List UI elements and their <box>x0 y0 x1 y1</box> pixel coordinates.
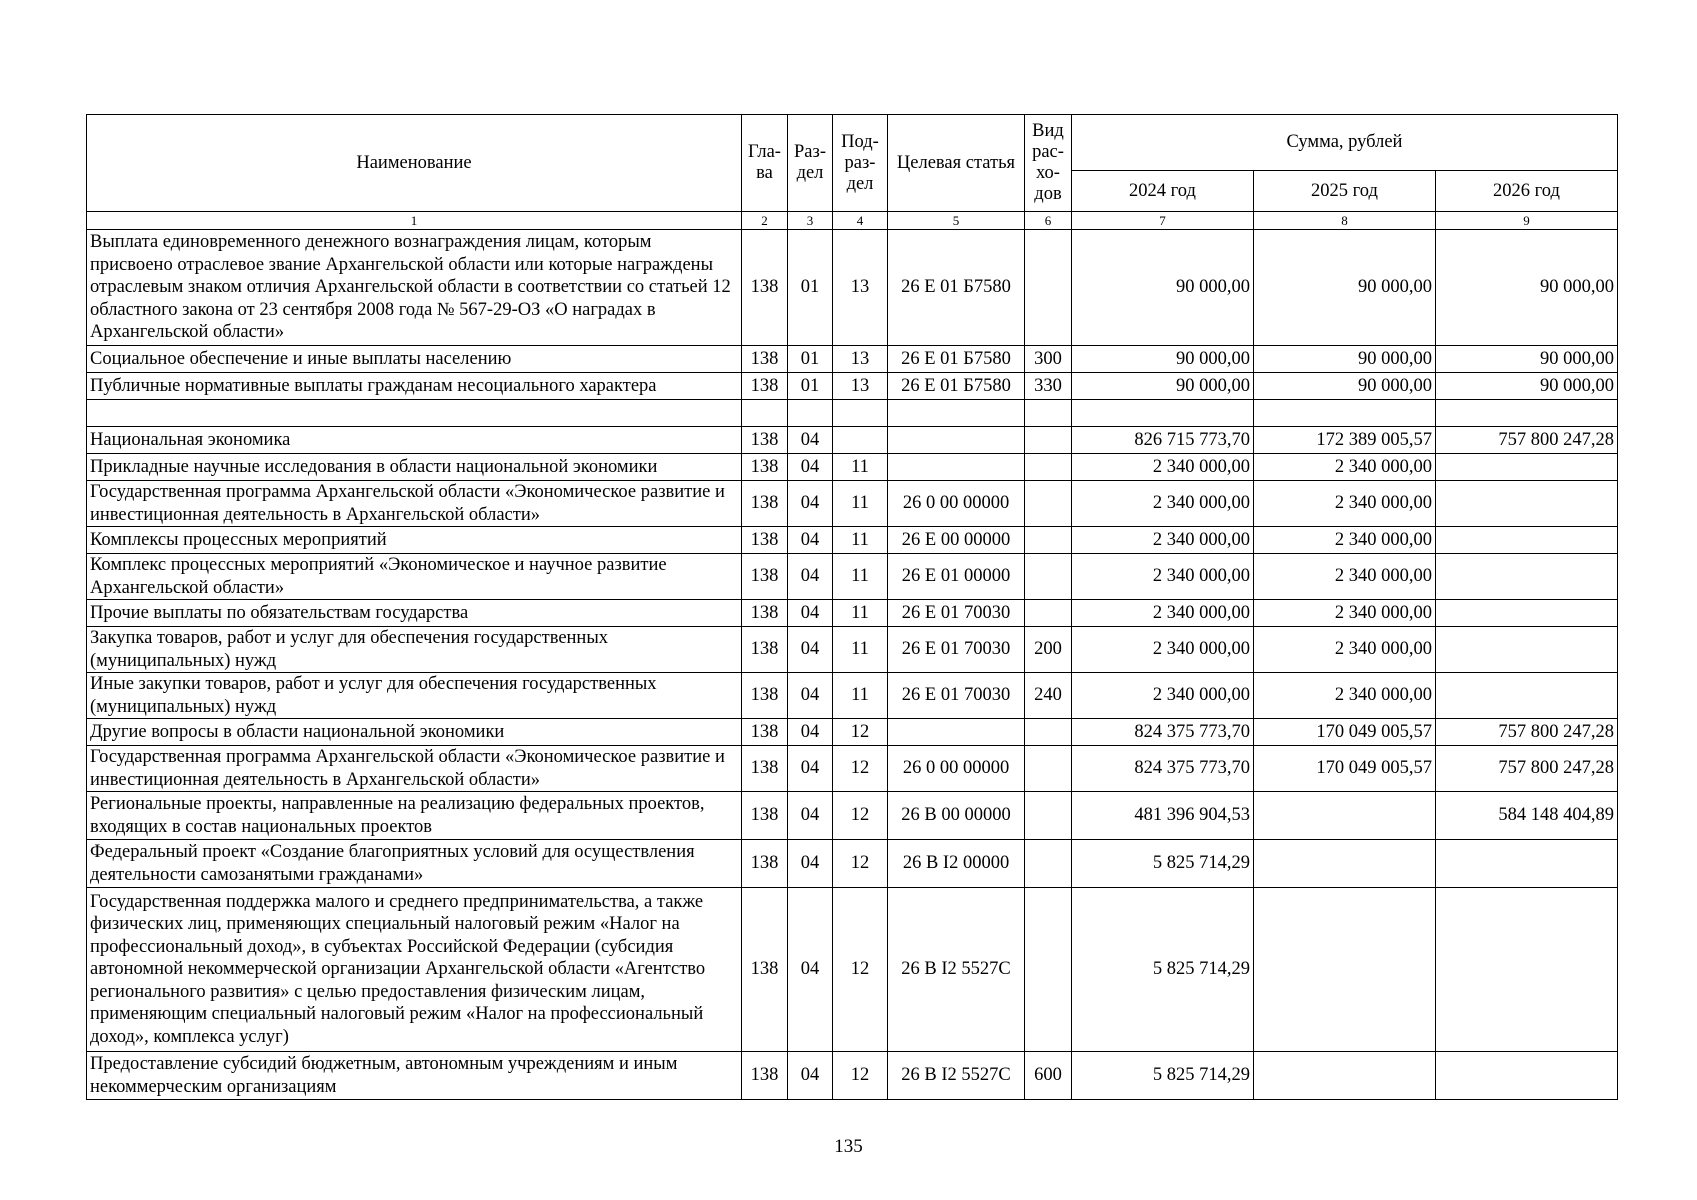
cell-vid-raskhodov <box>1025 840 1072 888</box>
cell-sum-2025: 2 340 000,00 <box>1254 554 1436 600</box>
table-row <box>87 454 1618 481</box>
cell-celevaya-statya: 26 Е 01 Б7580 <box>888 230 1025 346</box>
table-row <box>87 230 1618 346</box>
cell-sum-2025: 2 340 000,00 <box>1254 673 1436 719</box>
cell-name: Прикладные научные исследования в области национальной экономики <box>87 454 742 481</box>
cell-sum-2025: 172 389 005,57 <box>1254 427 1436 454</box>
cell-name: Комплексы процессных мероприятий <box>87 527 742 554</box>
cell-podrazdel <box>833 400 888 427</box>
cell-sum-2026: 757 800 247,28 <box>1436 746 1618 792</box>
cell-glava: 138 <box>742 600 788 627</box>
cell-sum-2026 <box>1436 627 1618 673</box>
cell-sum-2026 <box>1436 454 1618 481</box>
cell-razdel: 01 <box>788 346 833 373</box>
cell-podrazdel: 11 <box>833 481 888 527</box>
cell-vid-raskhodov <box>1025 427 1072 454</box>
cell-glava <box>742 400 788 427</box>
cell-sum-2024: 2 340 000,00 <box>1072 481 1254 527</box>
cell-celevaya-statya: 26 Е 01 Б7580 <box>888 373 1025 400</box>
cell-name: Выплата единовременного денежного вознаграждения лицам, которым присвоено отраслевое звание Архангельской области или которые награждены отраслевым знаком отличия Архангельской области в соответствии со статьей 12 областного закона от 23 сентября 2008 года № 567-29-ОЗ «О наградах в Архангельской области» <box>87 230 742 346</box>
cell-podrazdel: 11 <box>833 627 888 673</box>
header-vid: Вид рас-хо-дов <box>1025 115 1072 212</box>
cell-vid-raskhodov <box>1025 719 1072 746</box>
header-celevaya: Целевая статья <box>888 115 1025 212</box>
table-row <box>87 1052 1618 1100</box>
cell-podrazdel: 13 <box>833 346 888 373</box>
header-name: Наименование <box>87 115 742 212</box>
cell-name: Государственная программа Архангельской области «Экономическое развитие и инвестиционная деятельность в Архангельской области» <box>87 746 742 792</box>
cell-podrazdel: 12 <box>833 746 888 792</box>
cell-sum-2024: 2 340 000,00 <box>1072 554 1254 600</box>
cell-name <box>87 400 742 427</box>
cell-razdel: 04 <box>788 792 833 840</box>
cell-sum-2024 <box>1072 400 1254 427</box>
cell-podrazdel: 11 <box>833 527 888 554</box>
cell-sum-2026: 584 148 404,89 <box>1436 792 1618 840</box>
cell-sum-2025: 90 000,00 <box>1254 373 1436 400</box>
cell-name: Государственная поддержка малого и среднего предпринимательства, а также физических лиц, применяющих специальный налоговый режим «Налог на профессиональный доход», в субъектах Российской Федерации (субсидия автономной некоммерческой организации Архангельской области «Агентство регионального развития» с целью предоставления физическим лицам, применяющим специальный налоговый режим «Налог на профессиональный доход», комплекса услуг) <box>87 888 742 1052</box>
cell-vid-raskhodov: 240 <box>1025 673 1072 719</box>
cell-podrazdel: 12 <box>833 888 888 1052</box>
cell-vid-raskhodov: 330 <box>1025 373 1072 400</box>
cell-glava: 138 <box>742 427 788 454</box>
cell-sum-2026 <box>1436 840 1618 888</box>
cell-sum-2026: 757 800 247,28 <box>1436 427 1618 454</box>
cell-sum-2024: 481 396 904,53 <box>1072 792 1254 840</box>
cell-sum-2025 <box>1254 888 1436 1052</box>
cell-glava: 138 <box>742 888 788 1052</box>
cell-name: Национальная экономика <box>87 427 742 454</box>
table-row <box>87 719 1618 746</box>
cell-razdel: 01 <box>788 373 833 400</box>
cell-vid-raskhodov <box>1025 600 1072 627</box>
table-row <box>87 840 1618 888</box>
cell-celevaya-statya: 26 0 00 00000 <box>888 746 1025 792</box>
column-number-row <box>87 212 1618 230</box>
cell-celevaya-statya <box>888 427 1025 454</box>
cell-name: Публичные нормативные выплаты гражданам несоциального характера <box>87 373 742 400</box>
cell-vid-raskhodov: 200 <box>1025 627 1072 673</box>
cell-podrazdel: 11 <box>833 454 888 481</box>
cell-sum-2026 <box>1436 481 1618 527</box>
cell-name: Иные закупки товаров, работ и услуг для обеспечения государственных (муниципальных) нужд <box>87 673 742 719</box>
cell-vid-raskhodov <box>1025 746 1072 792</box>
cell-glava: 138 <box>742 719 788 746</box>
cell-glava: 138 <box>742 454 788 481</box>
column-number: 2 <box>742 212 788 230</box>
cell-sum-2024: 2 340 000,00 <box>1072 527 1254 554</box>
cell-razdel: 04 <box>788 600 833 627</box>
cell-sum-2025: 90 000,00 <box>1254 230 1436 346</box>
cell-sum-2026: 757 800 247,28 <box>1436 719 1618 746</box>
column-number: 9 <box>1436 212 1618 230</box>
cell-sum-2024: 2 340 000,00 <box>1072 627 1254 673</box>
cell-sum-2025: 90 000,00 <box>1254 346 1436 373</box>
cell-celevaya-statya: 26 В I2 5527С <box>888 1052 1025 1100</box>
cell-celevaya-statya <box>888 719 1025 746</box>
cell-name: Государственная программа Архангельской области «Экономическое развитие и инвестиционная деятельность в Архангельской области» <box>87 481 742 527</box>
cell-sum-2026 <box>1436 527 1618 554</box>
cell-sum-2026: 90 000,00 <box>1436 373 1618 400</box>
header-year-2026: 2026 год <box>1436 171 1618 212</box>
table-row <box>87 746 1618 792</box>
cell-sum-2025 <box>1254 792 1436 840</box>
table-header <box>87 115 1618 230</box>
cell-name: Предоставление субсидий бюджетным, автономным учреждениям и иным некоммерческим организациям <box>87 1052 742 1100</box>
cell-razdel: 01 <box>788 230 833 346</box>
header-glava: Гла-ва <box>742 115 788 212</box>
cell-name: Закупка товаров, работ и услуг для обеспечения государственных (муниципальных) нужд <box>87 627 742 673</box>
budget-table <box>86 114 1618 1100</box>
cell-celevaya-statya: 26 В 00 00000 <box>888 792 1025 840</box>
cell-podrazdel: 12 <box>833 1052 888 1100</box>
cell-razdel: 04 <box>788 627 833 673</box>
cell-name: Региональные проекты, направленные на реализацию федеральных проектов, входящих в состав национальных проектов <box>87 792 742 840</box>
cell-name: Комплекс процессных мероприятий «Экономическое и научное развитие Архангельской области» <box>87 554 742 600</box>
cell-sum-2024: 5 825 714,29 <box>1072 888 1254 1052</box>
cell-sum-2026: 90 000,00 <box>1436 230 1618 346</box>
cell-celevaya-statya: 26 Е 01 70030 <box>888 627 1025 673</box>
cell-podrazdel: 12 <box>833 840 888 888</box>
cell-sum-2025 <box>1254 400 1436 427</box>
cell-vid-raskhodov <box>1025 454 1072 481</box>
cell-vid-raskhodov <box>1025 481 1072 527</box>
cell-razdel: 04 <box>788 1052 833 1100</box>
cell-podrazdel: 12 <box>833 792 888 840</box>
cell-glava: 138 <box>742 346 788 373</box>
header-year-2024: 2024 год <box>1072 171 1254 212</box>
cell-vid-raskhodov: 600 <box>1025 1052 1072 1100</box>
cell-vid-raskhodov <box>1025 400 1072 427</box>
cell-podrazdel: 11 <box>833 673 888 719</box>
cell-vid-raskhodov <box>1025 230 1072 346</box>
cell-podrazdel: 13 <box>833 230 888 346</box>
cell-celevaya-statya: 26 Е 01 70030 <box>888 673 1025 719</box>
table-row <box>87 481 1618 527</box>
header-year-2025: 2025 год <box>1254 171 1436 212</box>
cell-celevaya-statya <box>888 454 1025 481</box>
cell-sum-2026 <box>1436 888 1618 1052</box>
cell-celevaya-statya: 26 Е 01 00000 <box>888 554 1025 600</box>
cell-celevaya-statya: 26 В I2 00000 <box>888 840 1025 888</box>
cell-sum-2025 <box>1254 1052 1436 1100</box>
cell-sum-2025: 2 340 000,00 <box>1254 600 1436 627</box>
table-row <box>87 792 1618 840</box>
cell-vid-raskhodov <box>1025 888 1072 1052</box>
cell-sum-2024: 90 000,00 <box>1072 373 1254 400</box>
page-number: 135 <box>834 1136 863 1157</box>
cell-sum-2025: 2 340 000,00 <box>1254 627 1436 673</box>
cell-sum-2026 <box>1436 554 1618 600</box>
table-row <box>87 673 1618 719</box>
header-razdel: Раз-дел <box>788 115 833 212</box>
column-number: 4 <box>833 212 888 230</box>
cell-razdel: 04 <box>788 746 833 792</box>
column-number: 7 <box>1072 212 1254 230</box>
cell-razdel: 04 <box>788 427 833 454</box>
cell-razdel: 04 <box>788 840 833 888</box>
cell-glava: 138 <box>742 746 788 792</box>
cell-sum-2026: 90 000,00 <box>1436 346 1618 373</box>
cell-podrazdel: 12 <box>833 719 888 746</box>
cell-razdel <box>788 400 833 427</box>
cell-razdel: 04 <box>788 554 833 600</box>
column-number: 3 <box>788 212 833 230</box>
cell-sum-2026 <box>1436 673 1618 719</box>
cell-razdel: 04 <box>788 527 833 554</box>
cell-sum-2024: 90 000,00 <box>1072 230 1254 346</box>
table-row <box>87 427 1618 454</box>
table-row <box>87 554 1618 600</box>
table-row <box>87 527 1618 554</box>
cell-podrazdel: 11 <box>833 554 888 600</box>
cell-podrazdel: 11 <box>833 600 888 627</box>
cell-glava: 138 <box>742 554 788 600</box>
cell-sum-2025: 2 340 000,00 <box>1254 481 1436 527</box>
table-body <box>87 230 1618 1100</box>
cell-sum-2025: 2 340 000,00 <box>1254 454 1436 481</box>
cell-sum-2024: 2 340 000,00 <box>1072 673 1254 719</box>
table-row <box>87 346 1618 373</box>
column-number: 1 <box>87 212 742 230</box>
cell-razdel: 04 <box>788 673 833 719</box>
cell-sum-2024: 826 715 773,70 <box>1072 427 1254 454</box>
cell-sum-2024: 2 340 000,00 <box>1072 454 1254 481</box>
cell-name: Социальное обеспечение и иные выплаты населению <box>87 346 742 373</box>
cell-celevaya-statya: 26 Е 01 Б7580 <box>888 346 1025 373</box>
cell-sum-2025: 2 340 000,00 <box>1254 527 1436 554</box>
cell-celevaya-statya: 26 0 00 00000 <box>888 481 1025 527</box>
cell-glava: 138 <box>742 230 788 346</box>
table-row <box>87 888 1618 1052</box>
cell-sum-2026 <box>1436 1052 1618 1100</box>
column-number: 6 <box>1025 212 1072 230</box>
cell-sum-2024: 824 375 773,70 <box>1072 719 1254 746</box>
cell-razdel: 04 <box>788 481 833 527</box>
cell-glava: 138 <box>742 673 788 719</box>
cell-glava: 138 <box>742 627 788 673</box>
cell-podrazdel <box>833 427 888 454</box>
cell-sum-2024: 90 000,00 <box>1072 346 1254 373</box>
table-row <box>87 627 1618 673</box>
header-podrazdel: Под-раз-дел <box>833 115 888 212</box>
cell-podrazdel: 13 <box>833 373 888 400</box>
header-summa: Сумма, рублей <box>1072 115 1618 171</box>
column-number: 8 <box>1254 212 1436 230</box>
cell-celevaya-statya: 26 Е 01 70030 <box>888 600 1025 627</box>
column-number: 5 <box>888 212 1025 230</box>
cell-sum-2024: 824 375 773,70 <box>1072 746 1254 792</box>
cell-vid-raskhodov <box>1025 792 1072 840</box>
cell-sum-2025: 170 049 005,57 <box>1254 719 1436 746</box>
cell-glava: 138 <box>742 792 788 840</box>
cell-sum-2026 <box>1436 600 1618 627</box>
cell-vid-raskhodov <box>1025 527 1072 554</box>
cell-sum-2024: 5 825 714,29 <box>1072 840 1254 888</box>
cell-razdel: 04 <box>788 719 833 746</box>
cell-sum-2024: 2 340 000,00 <box>1072 600 1254 627</box>
cell-name: Прочие выплаты по обязательствам государства <box>87 600 742 627</box>
cell-vid-raskhodov <box>1025 554 1072 600</box>
cell-sum-2024: 5 825 714,29 <box>1072 1052 1254 1100</box>
table-row <box>87 373 1618 400</box>
cell-glava: 138 <box>742 1052 788 1100</box>
table-row <box>87 600 1618 627</box>
cell-sum-2025 <box>1254 840 1436 888</box>
cell-sum-2025: 170 049 005,57 <box>1254 746 1436 792</box>
cell-name: Федеральный проект «Создание благоприятных условий для осуществления деятельности самозанятыми гражданами» <box>87 840 742 888</box>
cell-name: Другие вопросы в области национальной экономики <box>87 719 742 746</box>
cell-glava: 138 <box>742 527 788 554</box>
cell-celevaya-statya <box>888 400 1025 427</box>
table-row <box>87 400 1618 427</box>
cell-celevaya-statya: 26 Е 00 00000 <box>888 527 1025 554</box>
cell-glava: 138 <box>742 481 788 527</box>
cell-sum-2026 <box>1436 400 1618 427</box>
cell-vid-raskhodov: 300 <box>1025 346 1072 373</box>
cell-glava: 138 <box>742 840 788 888</box>
cell-celevaya-statya: 26 В I2 5527С <box>888 888 1025 1052</box>
cell-razdel: 04 <box>788 888 833 1052</box>
cell-razdel: 04 <box>788 454 833 481</box>
cell-glava: 138 <box>742 373 788 400</box>
